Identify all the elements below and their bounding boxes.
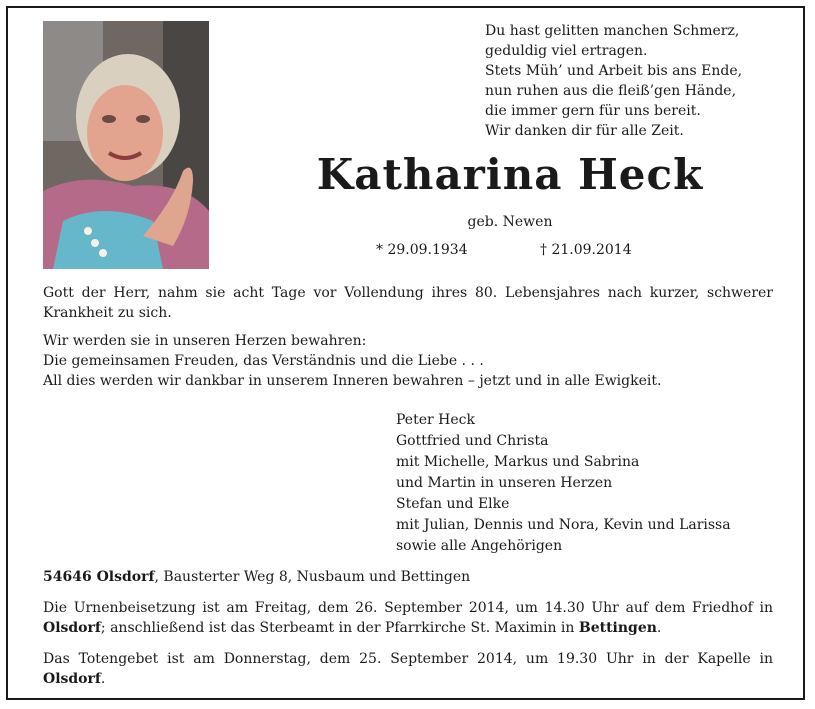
announcement-text: Gott der Herr, nahm sie acht Tage vor Vollendung ihres 80. Lebensjahres nach kurzer, schwerer Krankheit zu sich. [43, 285, 773, 321]
prayer-place: Olsdorf [43, 671, 101, 687]
address-postcode-town: 54646 Olsdorf [43, 569, 155, 585]
address-rest: , Bausterter Weg 8, Nusbaum und Bettingen [154, 569, 471, 585]
funeral-text-3: . [656, 620, 662, 636]
funeral-text-1: Die Urnenbeisetzung ist am Freitag, dem 26. September 2014, um 14.30 Uhr auf dem Friedhof in [43, 600, 773, 616]
prayer-text-1: Das Totengebet ist am Donnerstag, dem 25. September 2014, um 19.30 Uhr in der Kapelle in [43, 651, 773, 667]
portrait-photo [43, 21, 209, 269]
death-date: † 21.09.2014 [540, 242, 632, 258]
prayer-notice [43, 649, 773, 689]
portrait-illustration [43, 21, 209, 269]
family-address [43, 569, 470, 585]
deceased-name: Katharina Heck [316, 150, 704, 199]
funeral-text-2: ; anschließend ist das Sterbeamt in der Pfarrkirche St. Maximin in [100, 620, 579, 636]
prayer-text-2: . [100, 671, 106, 687]
mourners-list: Peter Heck Gottfried und Christa mit Michelle, Markus und Sabrina und Martin in unseren Herzen Stefan und Elke mit Julian, Dennis und Nora, Kevin und Larissa sowie alle Angehörigen [396, 412, 731, 554]
funeral-place-1: Olsdorf [43, 620, 101, 636]
poem-verse: Du hast gelitten manchen Schmerz, geduldig viel ertragen. Stets Müh’ und Arbeit bis ans Ende, nun ruhen aus die fleiß’gen Hände, die immer gern für uns bereit. Wir danken dir für alle Zeit. [485, 23, 743, 139]
funeral-notice [43, 598, 773, 638]
maiden-name: geb. Newen [467, 214, 553, 230]
funeral-place-2: Bettingen [578, 620, 657, 636]
birth-date: * 29.09.1934 [376, 242, 468, 258]
remembrance-text: Wir werden sie in unseren Herzen bewahren: Die gemeinsamen Freuden, das Verständnis und die Liebe . . . All dies werden wir dankbar in unserem Inneren bewahren – jetzt und in alle Ewigkeit. [43, 333, 662, 389]
